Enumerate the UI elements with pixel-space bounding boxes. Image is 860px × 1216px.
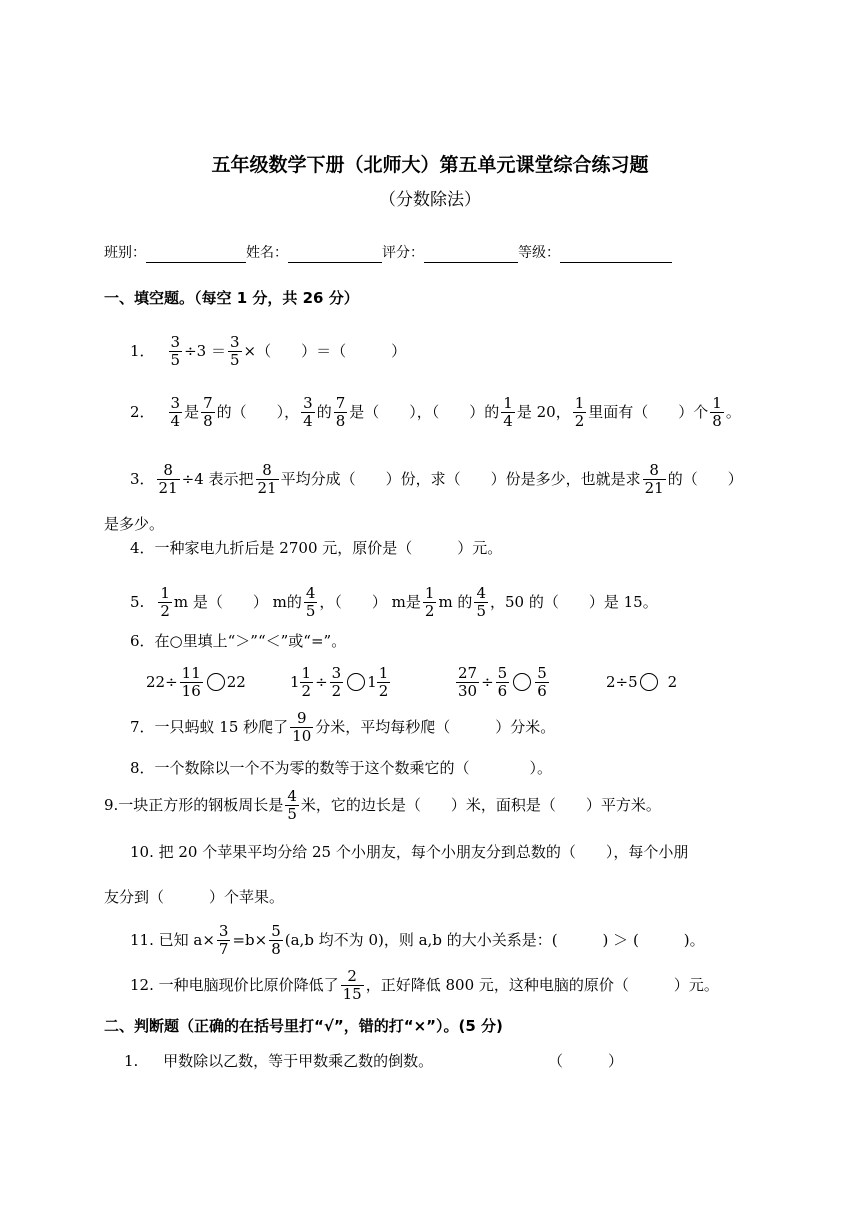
q12: 12. 一种电脑现价比原价降低了 $\frac{2}{15}$ ，正好降低 800 元，这种电脑的原价（ ）元。 [130, 966, 719, 1003]
q2-text: 里面有（ ）个 [588, 403, 709, 421]
s2-q1 [124, 1051, 433, 1071]
q6-expr-4: 2÷5 2 [606, 673, 678, 691]
q5 [130, 585, 658, 619]
fraction: $\frac{4}{5}$ [287, 786, 297, 823]
fraction: $\frac{1}{8}$ [712, 393, 722, 430]
grade-label: 等级： [518, 245, 560, 261]
page-subtitle: （分数除法） [379, 190, 481, 210]
q8: 8．一个数除以一个不为零的数等于这个数乘它的（ ）。 [130, 759, 553, 777]
q6: 6．在○里填上“＞”“＜”或“=”。 [130, 632, 347, 650]
q4: 4．一种家电九折后是 2700 元，原价是（ ）元。 [130, 539, 503, 557]
fraction: $\frac{1}{4}$ [503, 393, 513, 430]
q6-expr-1: 22÷ $\frac{11}{16}$ 22 [146, 663, 246, 700]
q2-text: 。 [725, 403, 741, 421]
q2-text: 是 [184, 403, 200, 421]
fraction: $\frac{2}{15}$ [342, 966, 362, 1003]
q3-number: 3． [130, 470, 155, 488]
q3-text: ÷4 表示把 [181, 470, 254, 488]
q5-text: m 是（ ） m的 [173, 593, 302, 611]
fraction: $\frac{3}{5}$ [170, 332, 181, 369]
q5-text: ，（ ） m是 [319, 593, 421, 611]
score-field[interactable] [424, 246, 518, 263]
q3-continuation: 是多少。 [104, 515, 165, 533]
q6-expr-3: $\frac{27}{30}$ ÷ $\frac{5}{6}$ $\frac{5}{6}$ [458, 663, 547, 700]
s2-q1-answer-blank[interactable]: （ ） [548, 1052, 624, 1070]
s2-q1-text: 甲数除以乙数，等于甲数乘乙数的倒数。 [163, 1052, 434, 1070]
q3-text: 的（ ） [667, 470, 743, 488]
fraction: $\frac{9}{10}$ [292, 708, 312, 745]
fraction: $\frac{1}{2}$ [160, 583, 170, 620]
q3 [130, 462, 743, 496]
fraction: $\frac{8}{21}$ [158, 460, 178, 497]
fraction: $\frac{8}{21}$ [644, 460, 664, 497]
q3-text: 平均分成（ ）份，求（ ）份是多少，也就是求 [280, 470, 641, 488]
q11: 11. 已知 a× $\frac{3}{7}$ =b× $\frac{5}{8}$ (a,b 均不为 0)，则 a,b 的大小关系是：( ) ＞ ( )。 [130, 921, 705, 958]
q10-line2: 友分到（ ）个苹果。 [104, 888, 285, 906]
grade-field[interactable] [560, 246, 672, 263]
fraction: $\frac{3}{7}$ [218, 921, 229, 958]
fraction: $\frac{5}{6}$ [537, 663, 547, 700]
fraction: $\frac{5}{8}$ [271, 921, 281, 958]
fraction: $\frac{1}{2}$ [424, 583, 435, 620]
q2-text: 的 [316, 403, 332, 421]
q1-number: 1． [130, 342, 155, 360]
fraction: $\frac{7}{8}$ [203, 393, 213, 430]
q5-text: ，50 的（ ）是 15。 [489, 593, 658, 611]
q9: 9.一块正方形的钢板周长是 $\frac{4}{5}$ 米，它的边长是（ ）米，面积是（ ）平方米。 [104, 786, 661, 823]
q6-expr-2: 1 $\frac{1}{2}$ ÷ $\frac{3}{2}$ 1 $\frac{1}{2}$ [290, 663, 389, 700]
fraction: $\frac{3}{5}$ [229, 332, 240, 369]
q10-line1: 10. 把 20 个苹果平均分给 25 个小朋友，每个小朋友分到总数的（ ），每个小朋 [130, 843, 689, 861]
name-label: 姓名： [246, 245, 288, 261]
fraction: $\frac{11}{16}$ [181, 663, 201, 700]
page-title: 五年级数学下册（北师大）第五单元课堂综合练习题 [211, 154, 649, 176]
q2-text: 是 20， [516, 403, 571, 421]
score-label: 评分： [382, 245, 424, 261]
q2-number: 2． [130, 403, 155, 421]
s2-q1-number: 1. [124, 1052, 139, 1070]
compare-circle[interactable] [513, 673, 531, 691]
q7: 7．一只蚂蚁 15 秒爬了 $\frac{9}{10}$ 分米，平均每秒爬（ ）分米。 [130, 708, 556, 745]
q2 [130, 395, 741, 429]
student-info-line [104, 243, 672, 263]
class-label: 班别： [104, 245, 146, 261]
compare-circle[interactable] [347, 673, 365, 691]
q5-text: m 的 [438, 593, 473, 611]
section2-heading: 二、判断题（正确的在括号里打“√”，错的打“×”）。(5 分) [104, 1017, 503, 1035]
fraction: $\frac{4}{5}$ [476, 583, 486, 620]
q1-text: ÷3 ＝ [184, 342, 226, 360]
fraction: $\frac{7}{8}$ [335, 393, 346, 430]
fraction: $\frac{4}{5}$ [305, 583, 316, 620]
fraction: $\frac{27}{30}$ [458, 663, 478, 700]
q1-text: ×（ ）＝（ ） [243, 342, 407, 360]
fraction: $\frac{3}{2}$ [331, 663, 342, 700]
name-field[interactable] [288, 246, 382, 263]
fraction: $\frac{1}{2}$ [574, 393, 585, 430]
section1-heading: 一、填空题。（每空 1 分，共 26 分） [104, 289, 359, 307]
fraction: $\frac{1}{2}$ [378, 663, 389, 700]
q5-number: 5. [130, 593, 145, 611]
compare-circle[interactable] [207, 673, 225, 691]
fraction: $\frac{8}{21}$ [257, 460, 277, 497]
q2-text: 的（ ）， [216, 403, 300, 421]
compare-circle[interactable] [640, 673, 658, 691]
fraction: $\frac{5}{6}$ [497, 663, 508, 700]
fraction: $\frac{3}{4}$ [303, 393, 313, 430]
q2-text: 是（ ），（ ）的 [349, 403, 500, 421]
q1 [130, 334, 406, 368]
fraction: $\frac{3}{4}$ [170, 393, 181, 430]
class-field[interactable] [146, 246, 246, 263]
fraction: $\frac{1}{2}$ [301, 663, 312, 700]
